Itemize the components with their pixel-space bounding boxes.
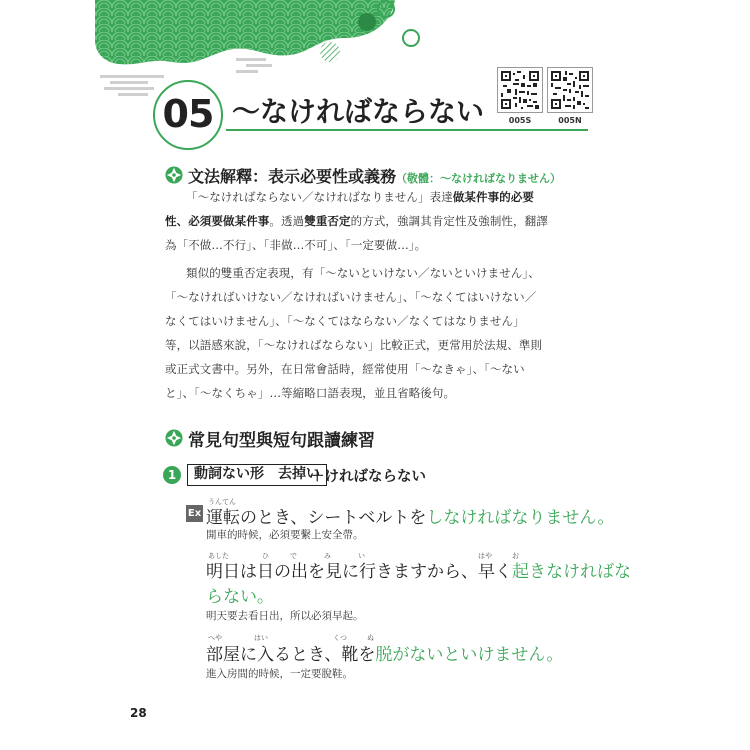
example-2-plain: 明日は日の出を見に行きますから、早く (206, 562, 512, 582)
ruby-mi: み (324, 552, 331, 560)
clover-bullet-icon (165, 429, 183, 447)
example-2-target-continued: らない。 (206, 587, 274, 607)
section-practice-title: 常見句型與短句跟讀練習 (188, 431, 375, 451)
ruby-hai: はい (254, 634, 268, 642)
example-2-target: 起きなければな (512, 562, 631, 582)
lesson-number: 05 (153, 80, 223, 150)
example-2-translation: 明天要去看日出，所以必須早起。 (206, 610, 364, 622)
ruby-hi: ひ (262, 552, 269, 560)
qr-label-normal: 005N (558, 116, 582, 125)
ruby-de: で (290, 552, 297, 560)
section-grammar-title (188, 164, 561, 187)
page-number: 28 (130, 706, 147, 720)
example-1-target: しなければなりません。 (426, 508, 615, 528)
lesson-title: ～なければならない (232, 95, 485, 128)
ruby-o: お (512, 552, 519, 560)
pattern-number-badge: 1 (163, 466, 181, 484)
ruby-nu: ぬ (367, 634, 374, 642)
grammar-line-6: なくてはいけません」、「～なくてはならない／なくてはなりません」 (165, 314, 525, 328)
example-1-plain: 運転のとき、シートベルトを (206, 508, 427, 528)
title-underline (226, 129, 588, 131)
pattern-suffix: ＋ければならない (310, 469, 426, 485)
bold-run: 雙重否定 (304, 214, 351, 228)
grammar-line-5: 「～なければいけない／なければいけません」、「～なくてはいけない／ (165, 290, 537, 304)
example-1-japanese (206, 503, 614, 528)
section-grammar-subtitle: （敬體：～なければなりません） (396, 172, 562, 185)
example-3-japanese (206, 640, 563, 665)
grammar-line-9: と」、「～なくちゃ」…等縮略口語表現，並且省略後句。 (165, 386, 456, 400)
ruby-heya: へや (208, 634, 222, 642)
bold-run: 性、必須要做某件事 (165, 214, 270, 228)
grammar-line-8: 或正式文書中。另外，在日常會話時，經常使用「～なきゃ」、「～ない (165, 362, 525, 376)
qr-block-slow[interactable] (497, 67, 543, 125)
example-badge: Ex (186, 505, 203, 522)
bold-run: 做某件事的必要 (452, 190, 535, 204)
grammar-line-1 (186, 185, 534, 209)
example-3-plain: 部屋に入るとき、靴を (206, 645, 376, 665)
ruby-ashita: あした (208, 552, 229, 560)
grammar-line-4: 類似的雙重否定表現，有「～ないといけない／ないといけません」、 (186, 266, 540, 280)
pattern-box: 動詞ない形 去掉い (187, 464, 327, 486)
grammar-line-7: 等，以語感來說，「～なければならない」比較正式，更常用於法規、準則 (165, 338, 543, 352)
example-3-translation: 進入房間的時候，一定要脫鞋。 (206, 668, 353, 680)
text-run: 「～なければならない／なければなりません」表達 (186, 190, 453, 204)
grammar-line-3: 為「不做…不行」、「非做…不可」、「一定要做…」。 (165, 238, 427, 252)
qr-block-normal[interactable] (547, 67, 593, 125)
qr-label-slow: 005S (508, 116, 532, 125)
qr-code-icon[interactable] (497, 67, 543, 113)
ruby-i: い (358, 552, 365, 560)
qr-code-icon[interactable] (547, 67, 593, 113)
ruby-kutsu: くつ (333, 634, 347, 642)
grammar-line-2 (165, 209, 548, 233)
ruby-unten: うんてん (208, 498, 236, 506)
text-run: 的方式，強調其肯定性及強制性，翻譯 (350, 214, 548, 228)
example-2-japanese (206, 557, 631, 582)
ruby-haya: はや (478, 552, 492, 560)
text-run: 。透過 (269, 214, 305, 228)
example-3-target: 脱がないといけません。 (375, 645, 564, 665)
example-1-translation: 開車的時候，必須要繫上安全帶。 (206, 529, 364, 541)
clover-bullet-icon (165, 166, 183, 184)
section-grammar-title-text: 文法解釋：表示必要性或義務 (188, 167, 397, 186)
